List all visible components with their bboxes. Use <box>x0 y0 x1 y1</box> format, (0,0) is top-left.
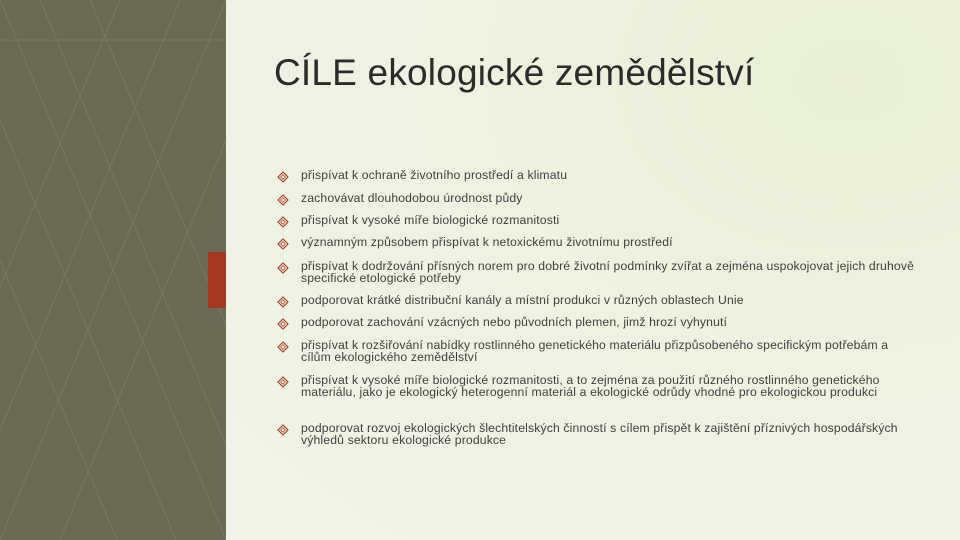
bullet-item <box>274 375 914 398</box>
accent-bar <box>208 252 228 308</box>
bullet-item <box>274 340 914 363</box>
slide-title: CÍLE ekologické zemědělství <box>274 52 755 93</box>
diamond-outline-icon <box>277 296 289 308</box>
bullet-text: významným způsobem přispívat k netoxickému životnímu prostředí <box>301 235 673 249</box>
diamond-outline-icon <box>277 376 289 388</box>
bullet-text: přispívat k dodržování přísných norem pro dobré životní podmínky zvířat a zejména uspokojovat jejich druhově specifické etologické potřeby <box>301 259 915 285</box>
diamond-outline-icon <box>277 341 289 353</box>
diamond-outline-icon <box>277 194 289 206</box>
bullet-item <box>274 423 914 446</box>
diamond-outline-icon <box>277 171 289 183</box>
decorative-left-panel <box>0 0 226 540</box>
bullet-text: přispívat k rozšiřování nabídky rostlinného genetického materiálu přizpůsobeného specifickým potřebám a cílům ekologického zemědělství <box>301 338 889 364</box>
bullet-text: přispívat k vysoké míře biologické rozmanitosti, a to zejména za použití různého rostlinného genetického materiálu, jako je ekologický heterogenní materiál a ekologické odrůdy vhodné pro ekologickou produkci <box>301 373 880 399</box>
decorative-lines-graphic <box>0 0 226 540</box>
bullet-item <box>274 261 914 284</box>
bullet-text: zachovávat dlouhodobou úrodnost půdy <box>301 191 523 205</box>
bullet-item <box>274 317 914 329</box>
bullet-item <box>274 215 914 227</box>
bullet-text: podporovat rozvoj ekologických šlechtitelských činností s cílem přispět k zajištění příznivých hospodářských výhledů sektoru ekologické produkce <box>301 421 898 447</box>
diamond-outline-icon <box>277 318 289 330</box>
bullet-text: přispívat k vysoké míře biologické rozmanitosti <box>301 213 560 227</box>
bullet-item <box>274 170 914 182</box>
diamond-outline-icon <box>277 216 289 228</box>
bullet-item <box>274 295 914 307</box>
diamond-outline-icon <box>277 424 289 436</box>
diamond-outline-icon <box>277 262 289 274</box>
bullet-item <box>274 193 914 205</box>
bullet-text: přispívat k ochraně životního prostředí a klimatu <box>301 168 568 182</box>
bullet-text: podporovat zachování vzácných nebo původních plemen, jimž hrozí vyhynutí <box>301 315 728 329</box>
bullet-text: podporovat krátké distribuční kanály a místní produkci v různých oblastech Unie <box>301 293 744 307</box>
diamond-outline-icon <box>277 238 289 250</box>
bullet-item <box>274 237 914 249</box>
